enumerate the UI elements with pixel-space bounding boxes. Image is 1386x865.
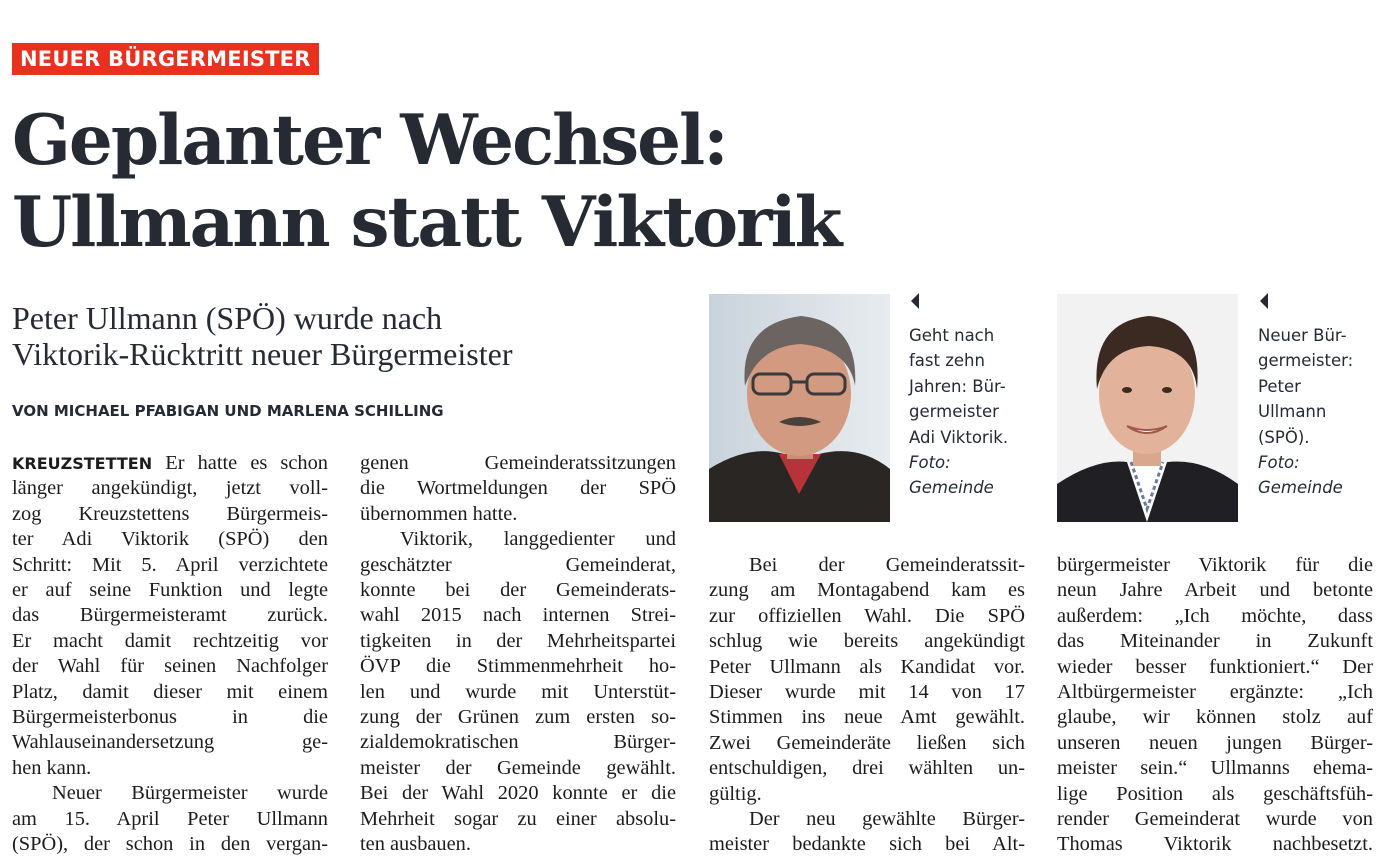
photo-caption-2 bbox=[1258, 290, 1378, 501]
portrait-photo-viktorik bbox=[709, 294, 890, 522]
text-line: Der neu gewählte Bürger- bbox=[749, 808, 1025, 831]
portrait-viktorik-illustration bbox=[709, 294, 890, 522]
text-line: geschätzter Gemeinderat, bbox=[360, 553, 676, 576]
text-line: Altbürgermeister ergänzte: „Ich bbox=[1057, 681, 1373, 704]
text-line: entschuldigen, drei wählten un- bbox=[709, 757, 1025, 780]
text-line: ten ausbauen. bbox=[360, 833, 471, 856]
text-line: genen Gemeinderatssitzungen bbox=[360, 452, 676, 474]
caption-pointer-icon bbox=[911, 293, 919, 309]
portrait-ullmann-illustration bbox=[1057, 294, 1238, 522]
text-line: meister bedankte sich bei Alt- bbox=[709, 833, 1025, 856]
text-line: übernommen hatte. bbox=[360, 502, 518, 525]
caption-line: Peter bbox=[1258, 376, 1301, 396]
text-line: außerdem: „Ich möchte, dass bbox=[1057, 604, 1373, 627]
caption-line: Jahren: Bür- bbox=[909, 376, 1006, 396]
caption-line: (SPÖ). bbox=[1258, 427, 1310, 447]
text-line: Dieser wurde mit 14 von 17 bbox=[709, 681, 1025, 704]
text-line: zur offiziellen Wahl. Die SPÖ bbox=[709, 604, 1025, 627]
caption-line: Ullmann bbox=[1258, 402, 1327, 422]
text-line: wahl 2015 nach internen Strei- bbox=[360, 604, 676, 627]
text-line: bürgermeister Viktorik für die bbox=[1057, 554, 1373, 576]
subheadline-line: Viktorik-Rücktritt neuer Bürgermeister bbox=[12, 336, 513, 372]
caption-line: Neuer Bür- bbox=[1258, 326, 1347, 345]
text-line: neun Jahre Arbeit und betonte bbox=[1057, 579, 1373, 602]
text-line: länger angekündigt, jetzt voll- bbox=[12, 477, 328, 500]
text-line: tigkeiten in der Mehrheitspartei bbox=[360, 629, 676, 652]
photo-caption-1 bbox=[909, 290, 1029, 501]
body-column-3 bbox=[709, 553, 1025, 858]
text-line: der Wahl für seinen Nachfolger bbox=[12, 655, 328, 678]
text-line: zung der Grünen zum ersten so- bbox=[360, 706, 676, 729]
text-line: hen kann. bbox=[12, 756, 92, 779]
subheadline bbox=[12, 300, 702, 372]
text-line: len und wurde mit Unterstüt- bbox=[360, 680, 676, 703]
text-line: Platz, damit dieser mit einem bbox=[12, 680, 328, 703]
headline-line: Geplanter Wechsel: bbox=[12, 100, 727, 181]
text-line: Schritt: Mit 5. April verzichtete bbox=[12, 553, 328, 576]
headline bbox=[12, 100, 912, 264]
text-line: Mehrheit sogar zu einer absolu- bbox=[360, 807, 676, 830]
text-line: Thomas Viktorik nachbesetzt. bbox=[1057, 833, 1373, 856]
text-line: Peter Ullmann als Kandidat vor. bbox=[709, 655, 1025, 678]
text-line: lige Position als geschäftsfüh- bbox=[1057, 782, 1373, 805]
body-column-1 bbox=[12, 451, 328, 858]
text-line: am 15. April Peter Ullmann bbox=[12, 807, 328, 830]
subheadline-line: Peter Ullmann (SPÖ) wurde nach bbox=[12, 300, 443, 336]
text-line: meister der Gemeinde gewählt. bbox=[360, 756, 676, 779]
text-line: Bürgermeisterbonus in die bbox=[12, 706, 328, 729]
text-line: zung am Montagabend kam es bbox=[709, 579, 1025, 602]
photo-credit: Foto: bbox=[1258, 453, 1300, 473]
text-line: konnte bei der Gemeinderats- bbox=[360, 579, 676, 602]
text-line: (SPÖ), der schon in den vergan- bbox=[12, 833, 328, 856]
byline: VON MICHAEL PFABIGAN UND MARLENA SCHILLING bbox=[12, 402, 444, 420]
text-line: Stimmen ins neue Amt gewählt. bbox=[709, 706, 1025, 729]
text-line: zog Kreuzstettens Bürgermeis- bbox=[12, 502, 328, 525]
caption-line: germeister bbox=[909, 402, 999, 422]
text-line: Bei der Wahl 2020 konnte er die bbox=[360, 782, 676, 805]
photo-credit: Foto: bbox=[909, 453, 951, 473]
text-line: die Wortmeldungen der SPÖ bbox=[360, 477, 676, 500]
text-line: meister sein.“ Ullmanns ehema- bbox=[1057, 757, 1373, 780]
text-line: Neuer Bürgermeister wurde bbox=[52, 782, 328, 805]
caption-line: fast zehn bbox=[909, 351, 985, 371]
text-line: render Gemeinderat wurde von bbox=[1057, 808, 1373, 831]
text-line: gültig. bbox=[709, 782, 762, 805]
caption-line: Geht nach bbox=[909, 326, 995, 345]
caption-line: Adi Viktorik. bbox=[909, 427, 1009, 447]
portrait-photo-ullmann bbox=[1057, 294, 1238, 522]
text-line: ÖVP die Stimmenmehrheit ho- bbox=[360, 655, 676, 678]
text-line: zialdemokratischen Bürger- bbox=[360, 731, 676, 754]
text-line: Viktorik, langgedienter und bbox=[400, 528, 676, 551]
text-line: schlug wie bereits angekündigt bbox=[709, 630, 1025, 653]
body-column-4 bbox=[1057, 553, 1373, 858]
text-line: das Miteinander in Zukunft bbox=[1057, 630, 1373, 653]
headline-line: Ullmann statt Viktorik bbox=[12, 182, 841, 263]
photo-credit: Gemeinde bbox=[909, 478, 994, 498]
text-line: wieder besser funktioniert.“ Der bbox=[1057, 655, 1373, 678]
text-fragment: Er hatte es schon bbox=[152, 452, 328, 474]
text-line bbox=[12, 451, 328, 476]
body-column-2 bbox=[360, 451, 676, 858]
caption-line: germeister: bbox=[1258, 351, 1354, 371]
section-kicker: NEUER BÜRGERMEISTER bbox=[12, 43, 319, 75]
caption-pointer-icon bbox=[1260, 293, 1268, 309]
text-line: Zwei Gemeinderäte ließen sich bbox=[709, 731, 1025, 754]
dateline: KREUZSTETTEN bbox=[12, 454, 153, 473]
photo-credit: Gemeinde bbox=[1258, 478, 1343, 498]
text-line: unseren neuen jungen Bürger- bbox=[1057, 731, 1373, 754]
text-line: Er macht damit rechtzeitig vor bbox=[12, 629, 328, 652]
text-line: das Bürgermeisteramt zurück. bbox=[12, 604, 328, 627]
text-line: glaube, wir können stolz auf bbox=[1057, 706, 1373, 729]
text-line: ter Adi Viktorik (SPÖ) den bbox=[12, 528, 328, 551]
text-line: Wahlauseinandersetzung ge- bbox=[12, 731, 328, 754]
text-line: Bei der Gemeinderatssit- bbox=[749, 554, 1025, 576]
text-line: er auf seine Funktion und legte bbox=[12, 579, 328, 602]
